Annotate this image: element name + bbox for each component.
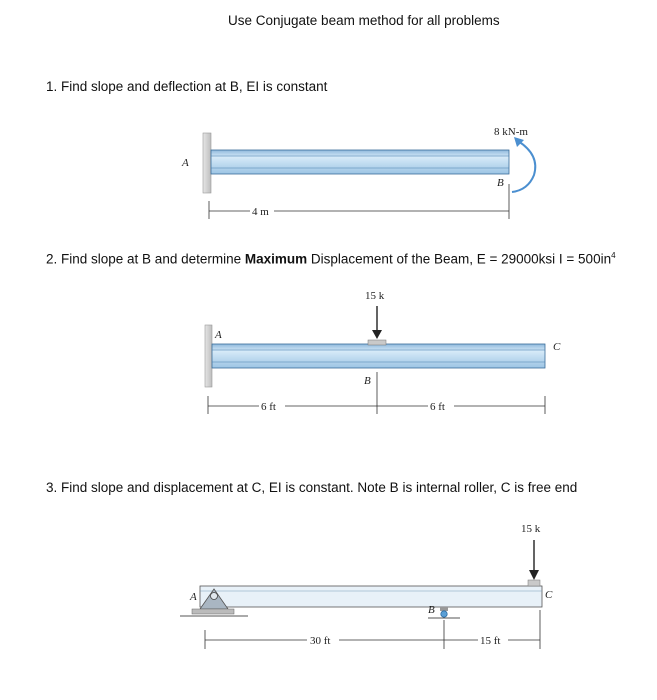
problem-2-exponent: 4 <box>611 251 616 260</box>
problem-3-statement: 3. Find slope and displacement at C, EI is constant. Note B is internal roller, C is free end <box>46 480 578 495</box>
load-label: 15 k <box>365 290 385 302</box>
end-label-b: B <box>497 177 504 189</box>
support-label-a: A <box>215 329 222 341</box>
figure-2 <box>205 290 561 414</box>
span-2-label: 6 ft <box>430 401 445 413</box>
end-label-c: C <box>553 341 561 353</box>
load-arrowhead-icon <box>372 330 382 339</box>
moment-arrowhead-icon <box>514 137 524 147</box>
span-2-label: 15 ft <box>480 635 501 647</box>
figure-1 <box>181 126 535 219</box>
problem-2-text-start: 2. Find slope at B and determine <box>46 251 245 267</box>
support-label-a: A <box>182 157 189 169</box>
load-label: 15 k <box>521 523 541 535</box>
moment-arrow-icon <box>512 141 535 192</box>
fixed-support-wall <box>203 133 211 193</box>
span-label: 4 m <box>252 206 269 218</box>
mid-label-b: B <box>364 375 371 387</box>
beam <box>212 344 545 368</box>
moment-label: 8 kN-m <box>494 126 528 138</box>
problem-2-bold-text: Maximum <box>244 251 308 267</box>
fixed-support-wall <box>205 325 212 387</box>
pin-label-a: A <box>190 591 197 603</box>
beam <box>211 150 509 174</box>
load-arrowhead-icon <box>529 570 539 580</box>
load-plate <box>368 340 386 345</box>
page-title: Use Conjugate beam method for all problems <box>228 13 500 28</box>
figure-3 <box>180 523 553 649</box>
roller-label-b: B <box>428 604 435 616</box>
problem-2-text-end: Displacement of the Beam, E = 29000ksi I = 500in <box>307 251 612 267</box>
end-label-c: C <box>545 589 553 601</box>
span-1-label: 30 ft <box>310 635 331 647</box>
problem-1-statement: 1. Find slope and deflection at B, EI is constant <box>46 79 328 94</box>
span-1-label: 6 ft <box>261 401 276 413</box>
beam <box>200 586 542 607</box>
